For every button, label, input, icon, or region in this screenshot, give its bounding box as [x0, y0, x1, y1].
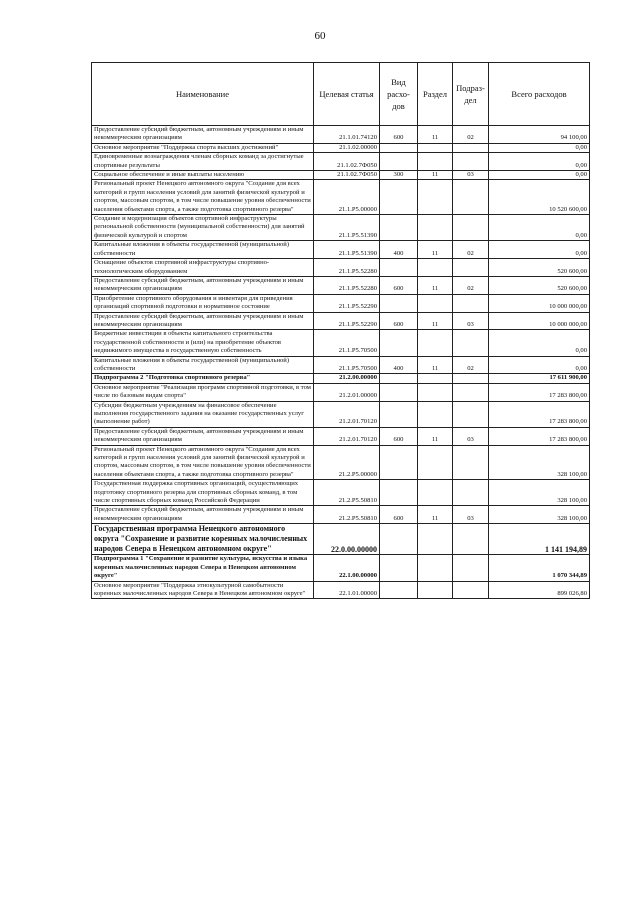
table-row — [92, 427, 590, 445]
row-podrazdel: 02 — [453, 276, 489, 294]
row-vid — [380, 555, 418, 581]
row-vid — [380, 401, 418, 427]
row-name: Предоставление субсидий бюджетным, автономным учреждениям и иным некоммерческим организациям — [92, 427, 314, 445]
row-amount: 899 026,80 — [489, 581, 590, 599]
row-amount: 17 611 900,00 — [489, 374, 590, 383]
row-name: Основное мероприятие "Реализация программ спортивной подготовки, в том числе по базовым видам спорта" — [92, 383, 314, 401]
row-podrazdel — [453, 555, 489, 581]
row-code: 21.1.Р5.52280 — [314, 276, 380, 294]
table-row — [92, 276, 590, 294]
row-vid: 300 — [380, 171, 418, 180]
row-vid: 600 — [380, 312, 418, 330]
row-razdel — [418, 374, 453, 383]
row-vid — [380, 153, 418, 171]
row-vid: 400 — [380, 241, 418, 259]
row-amount: 17 283 800,00 — [489, 383, 590, 401]
row-podrazdel — [453, 215, 489, 241]
row-code: 21.1.01.74120 — [314, 126, 380, 144]
row-razdel: 11 — [418, 276, 453, 294]
table-row — [92, 171, 590, 180]
row-code: 21.2.01.00000 — [314, 383, 380, 401]
row-razdel — [418, 294, 453, 312]
row-vid: 400 — [380, 356, 418, 374]
table-row — [92, 143, 590, 152]
row-amount: 10 000 000,00 — [489, 294, 590, 312]
row-vid — [380, 259, 418, 277]
table-row — [92, 180, 590, 215]
row-name: Создание и модернизация объектов спортивной инфраструктуры региональной собственности (муниципальной собственности) для занятий физической культурой и спортом — [92, 215, 314, 241]
row-vid — [380, 581, 418, 599]
row-podrazdel — [453, 524, 489, 555]
row-razdel — [418, 215, 453, 241]
row-name: Бюджетные инвестиции в объекты капитального строительства государственной собственности и (или) на приобретение объектов недвижимого имущества в государственную собственность — [92, 330, 314, 356]
row-amount: 0,00 — [489, 215, 590, 241]
row-vid — [380, 215, 418, 241]
row-razdel — [418, 480, 453, 506]
row-podrazdel — [453, 143, 489, 152]
row-code: 21.1.02.7Ф050 — [314, 171, 380, 180]
row-name: Предоставление субсидий бюджетным, автономным учреждениям и иным некоммерческим организациям — [92, 126, 314, 144]
row-name: Предоставление субсидий бюджетным, автономным учреждениям и иным некоммерческим организациям — [92, 506, 314, 524]
row-name: Единовременные вознаграждения членам сборных команд за достигнутые спортивные результаты — [92, 153, 314, 171]
header-podrazdel: Подраз-дел — [453, 63, 489, 126]
table-row — [92, 241, 590, 259]
row-amount: 328 100,00 — [489, 506, 590, 524]
row-razdel: 11 — [418, 171, 453, 180]
row-code: 21.1.Р5.70500 — [314, 330, 380, 356]
row-amount: 17 283 800,00 — [489, 427, 590, 445]
table-row — [92, 555, 590, 581]
row-razdel — [418, 445, 453, 480]
row-razdel — [418, 330, 453, 356]
row-code: 21.2.Р5.50810 — [314, 480, 380, 506]
table-row — [92, 383, 590, 401]
row-podrazdel: 03 — [453, 506, 489, 524]
row-razdel — [418, 555, 453, 581]
row-vid — [380, 524, 418, 555]
row-code: 21.1.02.7Ф050 — [314, 153, 380, 171]
header-code: Целевая статья — [314, 63, 380, 126]
table-row — [92, 401, 590, 427]
row-podrazdel — [453, 330, 489, 356]
row-code: 21.2.00.00000 — [314, 374, 380, 383]
row-code: 21.2.01.70120 — [314, 427, 380, 445]
row-name: Региональный проект Ненецкого автономного округа "Создание для всех категорий и групп населения условий для занятий физической культурой и спортом, массовым спортом, в том числе повышение уровня обеспеченности населения объектами спорта, а также подготовка спортивного резерва" — [92, 180, 314, 215]
row-amount: 0,00 — [489, 143, 590, 152]
row-amount: 0,00 — [489, 171, 590, 180]
row-razdel: 11 — [418, 241, 453, 259]
table-row — [92, 312, 590, 330]
row-podrazdel: 03 — [453, 427, 489, 445]
row-vid — [380, 480, 418, 506]
row-code: 21.1.Р5.70500 — [314, 356, 380, 374]
table-row — [92, 506, 590, 524]
row-name: Предоставление субсидий бюджетным, автономным учреждениям и иным некоммерческим организациям — [92, 312, 314, 330]
table-row — [92, 330, 590, 356]
row-name: Оснащение объектов спортивной инфраструктуры спортивно-технологическим оборудованием — [92, 259, 314, 277]
row-vid — [380, 383, 418, 401]
row-razdel — [418, 143, 453, 152]
row-podrazdel — [453, 374, 489, 383]
row-code: 22.0.00.00000 — [314, 524, 380, 555]
row-code: 22.1.00.00000 — [314, 555, 380, 581]
row-podrazdel: 02 — [453, 356, 489, 374]
row-razdel — [418, 180, 453, 215]
row-amount: 0,00 — [489, 241, 590, 259]
table-row — [92, 374, 590, 383]
header-vid: Вид расхо-дов — [380, 63, 418, 126]
row-amount: 0,00 — [489, 153, 590, 171]
row-name: Государственная поддержка спортивных организаций, осуществляющих подготовку спортивного резерва для спортивных сборных команд, в том числе спортивных сборных команд Российской Федерации — [92, 480, 314, 506]
row-name: Региональный проект Ненецкого автономного округа "Создание для всех категорий и групп населения условий для занятий физической культурой и спортом, массовым спортом, в том числе повышение уровня обеспеченности населения объектами спорта, а также подготовка спортивного резерва" — [92, 445, 314, 480]
row-podrazdel — [453, 480, 489, 506]
budget-table — [91, 62, 590, 599]
row-razdel — [418, 401, 453, 427]
row-name: Подпрограмма 1 "Сохранение и развитие культуры, искусства и языка коренных малочисленных народов Севера в Ненецком автономном округе" — [92, 555, 314, 581]
row-podrazdel: 03 — [453, 312, 489, 330]
table-row — [92, 524, 590, 555]
row-amount: 328 100,00 — [489, 480, 590, 506]
row-name: Капитальные вложения в объекты государственной (муниципальной) собственности — [92, 241, 314, 259]
row-razdel: 11 — [418, 506, 453, 524]
table-row — [92, 126, 590, 144]
row-razdel: 11 — [418, 126, 453, 144]
row-name: Предоставление субсидий бюджетным, автономным учреждениям и иным некоммерческим организациям — [92, 276, 314, 294]
row-vid — [380, 374, 418, 383]
row-vid: 600 — [380, 427, 418, 445]
row-podrazdel — [453, 294, 489, 312]
row-razdel — [418, 524, 453, 555]
row-code: 21.2.Р5.50810 — [314, 506, 380, 524]
row-razdel: 11 — [418, 312, 453, 330]
table-row — [92, 581, 590, 599]
row-podrazdel — [453, 581, 489, 599]
row-vid — [380, 445, 418, 480]
header-name: Наименование — [92, 63, 314, 126]
row-name: Основное мероприятие "Поддержка спорта высших достижений" — [92, 143, 314, 152]
row-name: Социальное обеспечение и иные выплаты населению — [92, 171, 314, 180]
page-number: 60 — [314, 30, 326, 42]
row-code: 21.1.Р5.51390 — [314, 215, 380, 241]
row-podrazdel: 03 — [453, 171, 489, 180]
row-vid — [380, 294, 418, 312]
table-row — [92, 480, 590, 506]
row-podrazdel — [453, 401, 489, 427]
row-vid: 600 — [380, 506, 418, 524]
row-amount: 0,00 — [489, 330, 590, 356]
row-vid — [380, 143, 418, 152]
row-vid: 600 — [380, 126, 418, 144]
row-razdel — [418, 581, 453, 599]
row-code: 21.2.01.70120 — [314, 401, 380, 427]
row-code: 21.1.Р5.52290 — [314, 312, 380, 330]
row-code: 21.1.Р5.52280 — [314, 259, 380, 277]
row-vid: 600 — [380, 276, 418, 294]
row-amount: 0,00 — [489, 356, 590, 374]
row-code: 21.2.Р5.00000 — [314, 445, 380, 480]
row-amount: 10 520 600,00 — [489, 180, 590, 215]
row-podrazdel — [453, 383, 489, 401]
header-razdel: Раздел — [418, 63, 453, 126]
table-row — [92, 153, 590, 171]
row-amount: 520 600,00 — [489, 276, 590, 294]
row-name: Субсидии бюджетным учреждениям на финансовое обеспечение выполнения государственного задания на оказание государственных услуг (выполнение работ) — [92, 401, 314, 427]
row-amount: 328 100,00 — [489, 445, 590, 480]
row-amount: 520 600,00 — [489, 259, 590, 277]
table-row — [92, 294, 590, 312]
row-amount: 1 070 344,89 — [489, 555, 590, 581]
table-header-row — [92, 63, 590, 126]
row-amount: 94 100,00 — [489, 126, 590, 144]
row-name: Приобретение спортивного оборудования и инвентаря для приведения организаций спортивной подготовки в нормативное состояние — [92, 294, 314, 312]
row-podrazdel — [453, 153, 489, 171]
row-razdel — [418, 153, 453, 171]
row-podrazdel — [453, 259, 489, 277]
table-row — [92, 259, 590, 277]
row-podrazdel: 02 — [453, 126, 489, 144]
header-total: Всего расходов — [489, 63, 590, 126]
row-razdel — [418, 383, 453, 401]
row-name: Государственная программа Ненецкого автономного округа "Сохранение и развитие коренных малочисленных народов Севера в Ненецком автономном округе" — [92, 524, 314, 555]
row-name: Основное мероприятие "Поддержка этнокультурной самобытности коренных малочисленных народов Севера в Ненецком автономном округе" — [92, 581, 314, 599]
row-podrazdel — [453, 445, 489, 480]
row-vid — [380, 330, 418, 356]
row-code: 21.1.Р5.00000 — [314, 180, 380, 215]
row-amount: 1 141 194,89 — [489, 524, 590, 555]
row-amount: 17 283 800,00 — [489, 401, 590, 427]
table-row — [92, 445, 590, 480]
row-podrazdel: 02 — [453, 241, 489, 259]
row-name: Капитальные вложения в объекты государственной (муниципальной) собственности — [92, 356, 314, 374]
row-podrazdel — [453, 180, 489, 215]
table-row — [92, 356, 590, 374]
row-vid — [380, 180, 418, 215]
row-razdel: 11 — [418, 356, 453, 374]
table-row — [92, 215, 590, 241]
row-razdel: 11 — [418, 427, 453, 445]
row-code: 21.1.Р5.52290 — [314, 294, 380, 312]
row-code: 21.1.Р5.51390 — [314, 241, 380, 259]
row-code: 22.1.01.00000 — [314, 581, 380, 599]
row-name: Подпрограмма 2 "Подготовка спортивного резерва" — [92, 374, 314, 383]
row-amount: 10 000 000,00 — [489, 312, 590, 330]
row-code: 21.1.02.00000 — [314, 143, 380, 152]
row-razdel — [418, 259, 453, 277]
